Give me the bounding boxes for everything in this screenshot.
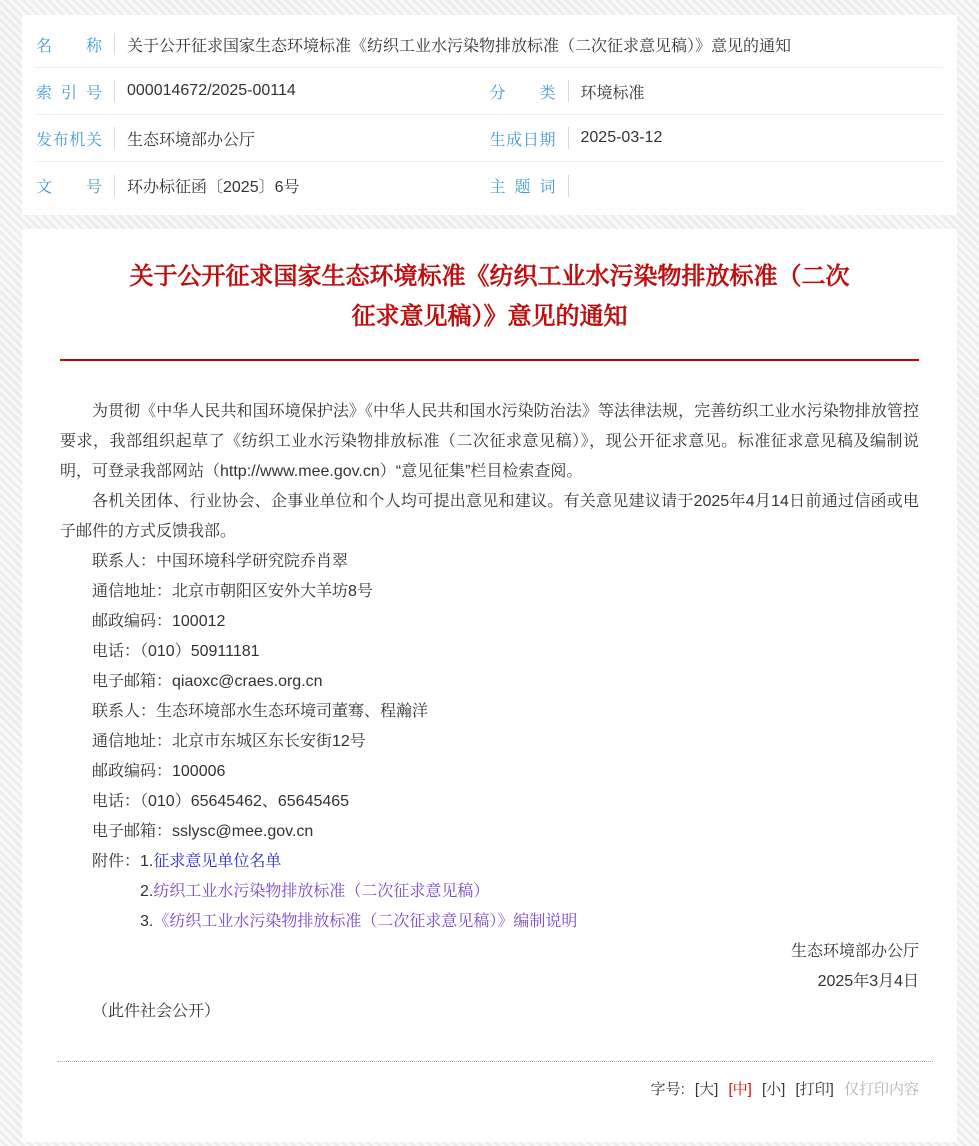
field-label-index: 索引号 — [36, 84, 102, 102]
attachment-link-2[interactable]: 纺织工业水污染物排放标准（二次征求意见稿） — [153, 883, 490, 900]
attachment-line-2 — [140, 877, 919, 907]
attachment-link-1[interactable]: 征求意见单位名单 — [153, 853, 282, 870]
vertical-divider — [114, 127, 115, 149]
field-value-gen-date: 2025-03-12 — [580, 129, 663, 146]
contact-line: 电子邮箱：qiaoxc@craes.org.cn — [92, 673, 323, 690]
field-label-name: 名称 — [36, 37, 102, 55]
field-label-gen-date: 生成日期 — [489, 131, 556, 149]
document-body — [60, 397, 919, 1027]
info-row-name — [36, 21, 943, 68]
contact-line: 邮政编码：100006 — [92, 763, 226, 780]
font-size-small-button[interactable]: [小] — [761, 1081, 786, 1098]
field-label-doc-no: 文号 — [36, 179, 102, 196]
field-value-index: 000014672/2025-00114 — [127, 82, 296, 99]
vertical-divider — [114, 175, 115, 197]
contact-line: 联系人：中国环境科学研究院乔肖翠 — [92, 553, 349, 570]
attachment-number: 3. — [140, 913, 154, 930]
info-row-issuer-date — [36, 115, 943, 162]
page-title: 关于公开征求国家生态环境标准《纺织工业水污染物排放标准（二次征求意见稿）》意见的通知 — [129, 263, 850, 330]
contact-line: 联系人：生态环境部水生态环境司董骞、程瀚洋 — [92, 703, 429, 720]
attachment-number: 2. — [140, 883, 154, 900]
vertical-divider — [568, 80, 569, 102]
public-disclosure-note: （此件社会公开） — [92, 1003, 221, 1020]
field-value-category: 环境标准 — [580, 84, 645, 102]
font-size-large-button[interactable]: [大] — [694, 1081, 719, 1098]
contact-line: 电子邮箱：sslysc@mee.gov.cn — [92, 823, 314, 840]
contact-line: 电话：（010）65645462、65645465 — [92, 793, 350, 810]
attachment-link-3[interactable]: 《纺织工业水污染物排放标准（二次征求意见稿）》编制说明 — [153, 913, 578, 930]
contact-line: 邮政编码：100012 — [92, 613, 226, 630]
vertical-divider — [568, 175, 569, 197]
attachment-line-1 — [60, 847, 919, 877]
attachments-label: 附件： — [92, 853, 141, 870]
document-info-panel — [22, 15, 957, 215]
info-row-docno-subject — [36, 162, 943, 209]
font-size-label: 字号: — [650, 1081, 685, 1098]
field-value-name: 关于公开征求国家生态环境标准《纺织工业水污染物排放标准（二次征求意见稿）》意见的通知 — [127, 37, 792, 55]
info-cell-issuer — [36, 127, 490, 150]
contact-line: 通信地址：北京市东城区东长安街12号 — [92, 733, 366, 750]
info-cell-index — [36, 80, 490, 103]
font-size-toolbar — [60, 1078, 919, 1102]
field-label-subject: 主题词 — [489, 179, 556, 196]
print-button[interactable]: [打印] — [795, 1081, 834, 1098]
attachment-number: 1. — [140, 853, 154, 870]
print-only-note: 仅打印内容 — [843, 1081, 919, 1098]
contact-line: 电话：（010）50911181 — [92, 643, 260, 660]
title-rule — [60, 359, 919, 361]
field-value-issuer: 生态环境部办公厅 — [127, 131, 256, 149]
field-value-doc-no: 环办标征函〔2025〕6号 — [127, 179, 300, 196]
info-cell-subject — [490, 174, 944, 197]
info-cell-gen-date — [490, 127, 944, 150]
info-cell-name — [36, 33, 943, 56]
vertical-divider — [114, 80, 115, 102]
footer-divider — [57, 1061, 933, 1062]
notice-document — [22, 229, 957, 1142]
field-label-issuer: 发布机关 — [36, 131, 102, 149]
vertical-divider — [114, 33, 115, 55]
signature-issuer: 生态环境部办公厅 — [790, 943, 919, 960]
body-paragraph: 为贯彻《中华人民共和国环境保护法》《中华人民共和国水污染防治法》等法律法规，完善纺织工业水污染物排放管控要求，我部组织起草了《纺织工业水污染物排放标准（二次征求意见稿）》，现公开征求意见。标准征求意见稿及编制说明，可登录我部网站（http://www.mee.gov.cn）“意见征集”栏目检索查阅。 — [60, 403, 919, 480]
attachment-line-3 — [140, 907, 919, 937]
signature-date: 2025年3月4日 — [817, 973, 919, 990]
vertical-divider — [568, 127, 569, 149]
info-row-index-category — [36, 68, 943, 115]
body-paragraph: 各机关团体、行业协会、企事业单位和个人均可提出意见和建议。有关意见建议请于2025年4月14日前通过信函或电子邮件的方式反馈我部。 — [60, 493, 919, 540]
info-cell-doc-no — [36, 174, 490, 197]
contact-line: 通信地址：北京市朝阳区安外大羊坊8号 — [92, 583, 373, 600]
font-size-medium-button[interactable]: [中] — [728, 1081, 752, 1098]
field-label-category: 分类 — [489, 84, 556, 102]
info-cell-category — [490, 80, 944, 103]
